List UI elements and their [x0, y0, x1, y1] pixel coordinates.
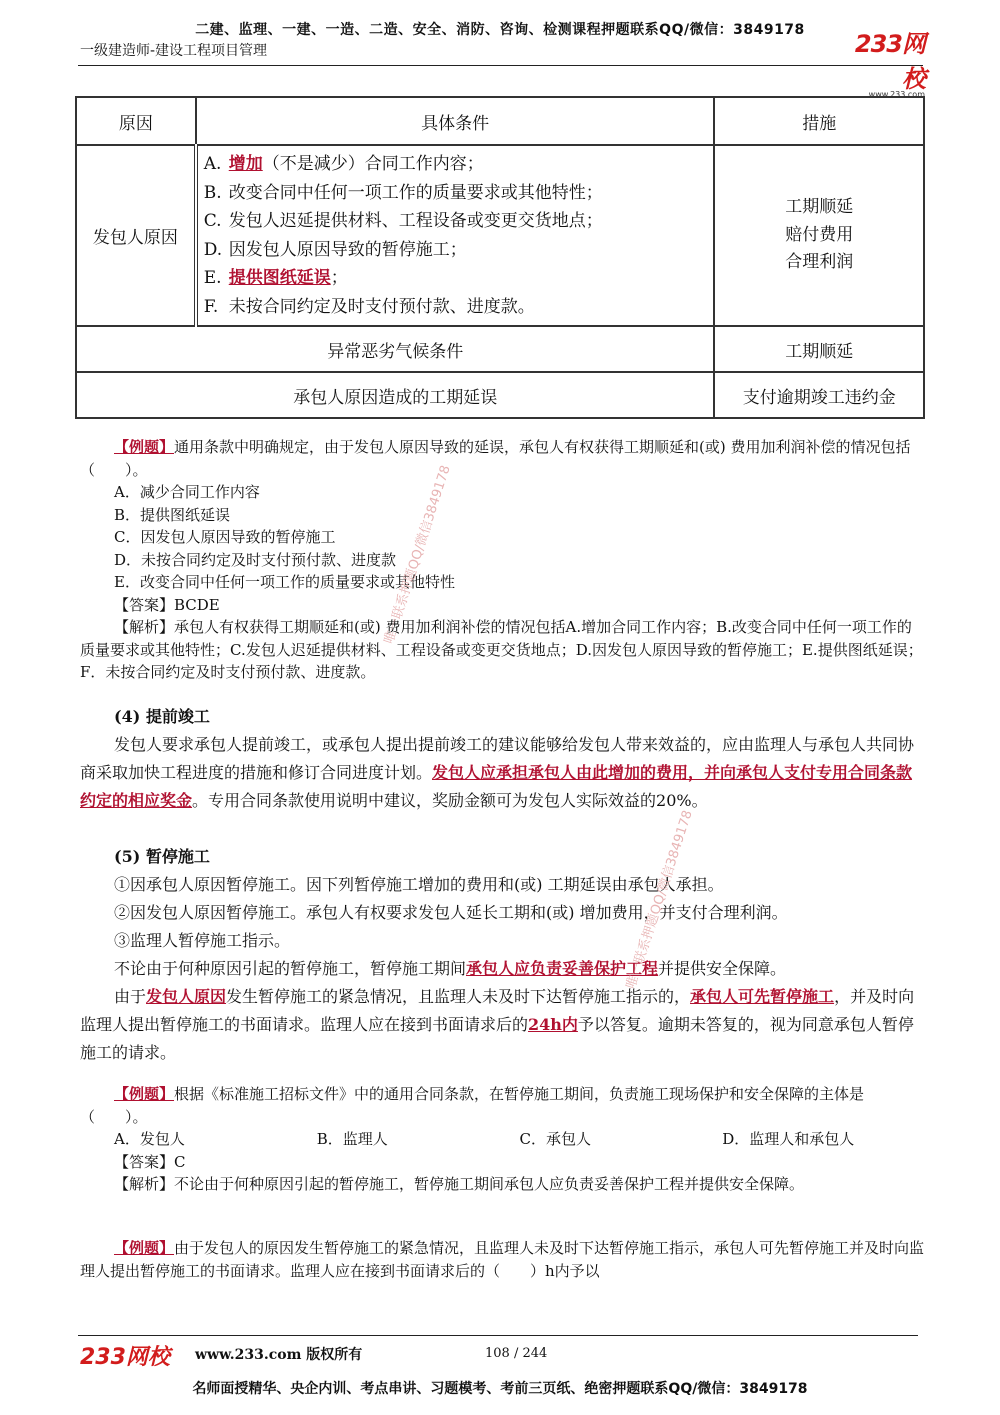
doc-title: 一级建造师-建设工程项目管理: [80, 43, 268, 59]
header-cell-reason: 原因: [76, 97, 196, 145]
option: A．减少合同工作内容: [114, 483, 260, 501]
table-row: [76, 372, 924, 418]
section-suspension: [80, 843, 925, 1067]
footer-logo[interactable]: 233网校: [80, 1345, 170, 1370]
answer: 【答案】BCDE: [114, 595, 220, 614]
option: B．提供图纸延误: [114, 505, 231, 524]
header-cell-measures: 措施: [714, 97, 924, 145]
option: B．监理人: [316, 1130, 388, 1148]
list-item: ①因承包人原因暂停施工。因下列暂停施工增加的费用和(或) 工期延误由承包人承担。: [114, 875, 724, 894]
paragraph: 不论由于何种原因引起的暂停施工，暂停施工期间承包人应负责妥善保护工程并提供安全保障。: [114, 959, 787, 978]
section-heading: (5) 暂停施工: [114, 847, 210, 866]
option: D．未按合同约定及时支付预付款、进度款: [114, 550, 397, 569]
measure-cell: 工期顺延: [714, 326, 924, 372]
section-heading: (4) 提前竣工: [114, 707, 210, 726]
list-item: ②因发包人原因暂停施工。承包人有权要求发包人延长工期和(或) 增加费用，并支付合理利润。: [114, 903, 788, 922]
option: A．发包人: [114, 1130, 185, 1148]
paragraph: 发包人要求承包人提前竣工，或承包人提出提前竣工的建议能够给发包人带来效益的，应由监理人与承包人共同协商采取加快工程进度的措施和修订合同进度计划。发包人应承担承包人由此增加的费用，并向承包人支付专用合同条款约定的相应奖金。专用合同条款使用说明中建议，奖励金额可为发包人实际效益的20%。: [80, 735, 915, 810]
section-early-completion: [80, 703, 925, 815]
analysis: 【解析】承包人有权获得工期顺延和(或) 费用加利润补偿的情况包括A.增加合同工作内容；B.改变合同中任何一项工作的质量要求或其他特性；C.发包人迟延提供材料、工程设备或变更交货地点；D.因发包人原因导致的暂停施工；E.提供图纸延误；F．未按合同约定及时支付预付款、进度款。: [80, 618, 923, 681]
example-3: [80, 1237, 925, 1282]
table-header-row: [76, 97, 924, 145]
footer-copyright: www.233.com 版权所有: [195, 1347, 363, 1363]
watermark: 唯一联系押题QQ/微信3849178: [623, 808, 696, 991]
example-question: 【例题】由于发包人的原因发生暂停施工的紧急情况，且监理人未及时下达暂停施工指示，承包人可先暂停施工并及时向监理人提出暂停施工的书面请求。监理人应在接到书面请求后的（ ）h内予以: [80, 1239, 925, 1280]
watermark: 唯一联系押题QQ/微信3849178: [381, 463, 454, 646]
condition-cell: 异常恶劣气候条件: [76, 326, 714, 372]
table-row: [76, 145, 924, 326]
options-row: [80, 1128, 925, 1151]
example-question: 【例题】根据《标准施工招标文件》中的通用合同条款，在暂停施工期间，负责施工现场保护和安全保障的主体是（ ）。: [80, 1085, 865, 1126]
footer-divider: [78, 1335, 918, 1336]
logo-text: 233网校: [854, 30, 925, 93]
page-number: 108 / 244: [485, 1346, 548, 1361]
condition-table: [75, 96, 925, 419]
measure-cell: 支付逾期竣工违约金: [714, 372, 924, 418]
example-question: 【例题】通用条款中明确规定，由于发包人原因导致的延误，承包人有权获得工期顺延和(或) 费用加利润补偿的情况包括（ ）。: [80, 438, 911, 479]
reason-cell: 发包人原因: [76, 145, 196, 326]
footer-banner: 名师面授精华、央企内训、考点串讲、习题模考、考前三页纸、绝密押题联系QQ/微信：3849178: [192, 1381, 808, 1397]
analysis: 【解析】不论由于何种原因引起的暂停施工，暂停施工期间承包人应负责妥善保护工程并提供安全保障。: [114, 1175, 805, 1193]
example-2: [80, 1083, 925, 1196]
option: D．监理人和承包人: [722, 1130, 855, 1148]
logo-url: www.233.com: [868, 90, 925, 99]
list-item: E. 提供图纸延误；: [203, 268, 348, 288]
example-1: [80, 436, 925, 684]
paragraph: 由于发包人原因发生暂停施工的紧急情况，且监理人未及时下达暂停施工指示的，承包人可先暂停施工，并及时向监理人提出暂停施工的书面请求。监理人应在接到书面请求后的24h内予以答复。逾期未答复的，视为同意承包人暂停施工的请求。: [80, 987, 915, 1062]
list-item: F. 未按合同约定及时支付预付款、进度款。: [203, 296, 535, 317]
answer: 【答案】C: [114, 1152, 186, 1171]
list-item: ③监理人暂停施工指示。: [114, 931, 291, 950]
list-item: D. 因发包人原因导致的暂停施工；: [203, 239, 467, 260]
conditions-list: [196, 145, 715, 326]
option: C．承包人: [519, 1130, 591, 1148]
table-row: [76, 326, 924, 372]
condition-cell: 承包人原因造成的工期延误: [76, 372, 714, 418]
measures-cell: 工期顺延 赔付费用 合理利润: [714, 145, 924, 326]
option: E．改变合同中任何一项工作的质量要求或其他特性: [114, 573, 455, 591]
option: C．因发包人原因导致的暂停施工: [114, 528, 336, 546]
header-divider: [78, 65, 923, 66]
list-item: C. 发包人迟延提供材料、工程设备或变更交货地点；: [203, 211, 603, 231]
header-cell-conditions: 具体条件: [196, 97, 715, 145]
list-item: B. 改变合同中任何一项工作的质量要求或其他特性；: [203, 182, 603, 203]
header-logo[interactable]: [835, 24, 925, 99]
list-item: A. 增加（不是减少）合同工作内容；: [203, 154, 484, 174]
header-banner: 二建、监理、一建、一造、二造、安全、消防、咨询、检测课程押题联系QQ/微信：3849178: [195, 22, 805, 38]
